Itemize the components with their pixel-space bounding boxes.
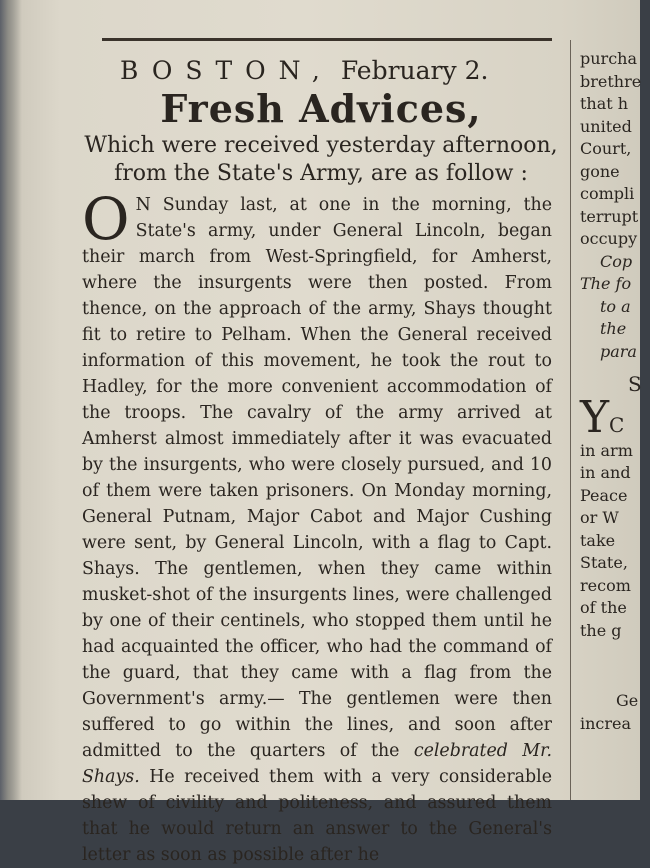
article-italic-text: celebrated Mr. Shays. bbox=[82, 741, 553, 787]
article-paragraph bbox=[82, 185, 553, 868]
article-text: N Sunday last, at one in the morning, the State's army, under General Lincoln, began their march from West-Springfield, for Amherst, where the insurgents were then posted. From thence, on the approach of the army, Shays thought fit to retire to Pelham. When the General received information of this movement, he took the rout to Hadley, for the more convenient accommodation of the troops. The cavalry of the army arrived at Amherst almost immediately after it was evacuated by the insurgents, who were closely pursued, and 10 of them were taken prisoners. On Monday morning, General Putnam, Major Cabot and Major Cushing were sent, by General Lincoln, with a flag to Capt. Shays. The gentlemen, when they came within musket-shot of the insurgents lines, were challenged by one of their centinels, who stopped them until he had acquainted the officer, who had the command of the guard, that they came with a flag from the Government's army.— The gentlemen were then suffered to go within the lines, and soon after admitted to the quarters of the bbox=[82, 195, 552, 761]
column-divider bbox=[570, 40, 571, 800]
adjacent-column-fragment bbox=[580, 48, 650, 800]
fragment-dropcap-row bbox=[580, 391, 650, 443]
fragment-line: recom bbox=[580, 575, 631, 595]
main-column bbox=[82, 38, 560, 865]
fragment-italic-line: para bbox=[600, 341, 637, 361]
subheadline-line-1: Which were received yesterday afternoon, bbox=[84, 133, 558, 158]
dateline bbox=[120, 56, 540, 85]
page-edge-shadow bbox=[0, 0, 22, 800]
dateline-city: BOSTON, bbox=[120, 56, 333, 85]
fragment-line: in and bbox=[580, 463, 631, 482]
fragment-line: terrupt bbox=[580, 206, 639, 226]
fragment-italic-line: the bbox=[600, 319, 627, 338]
fragment-line: that h bbox=[580, 94, 629, 113]
fragment-line: in arm bbox=[580, 440, 633, 460]
subheadline bbox=[82, 132, 560, 188]
fragment-line: Court, bbox=[580, 139, 632, 158]
fragment-line: of the bbox=[580, 598, 627, 617]
dateline-date: February 2. bbox=[340, 56, 489, 85]
fragment-line: Ge bbox=[616, 691, 639, 710]
fragment-line: occupy bbox=[580, 229, 638, 248]
fragment-italic-line: The fo bbox=[580, 274, 632, 293]
fragment-line: Peace bbox=[580, 485, 628, 505]
fragment-line: take bbox=[580, 530, 616, 550]
fragment-italic-line: to a bbox=[600, 296, 631, 316]
article-dropcap: O bbox=[82, 185, 130, 253]
fragment-line: the g bbox=[580, 620, 622, 640]
headline: Fresh Advices, bbox=[160, 86, 482, 131]
subheadline-line-2: from the State's Army, are as follow : bbox=[114, 161, 528, 186]
top-rule bbox=[102, 38, 552, 41]
fragment-line: increa bbox=[580, 713, 632, 733]
fragment-line: or W bbox=[580, 508, 619, 527]
fragment-line: united bbox=[580, 116, 632, 136]
fragment-dropcap: Y bbox=[580, 391, 610, 443]
fragment-line: purcha bbox=[580, 49, 637, 68]
fragment-line: State, bbox=[580, 553, 628, 572]
fragment-line: compli bbox=[580, 184, 635, 203]
fragment-dropcap-side: C bbox=[609, 412, 625, 437]
fragment-line: brethre bbox=[580, 71, 642, 91]
article-body bbox=[82, 185, 553, 868]
fragment-section-letter: S bbox=[628, 372, 642, 396]
fragment-italic-line: Cop bbox=[600, 251, 633, 271]
fragment-line: gone bbox=[580, 161, 620, 181]
article-text-continued: He received them with a very considerable shew of civility and politeness, and assured them that he would return an answer to the General's letter as soon as possible after he bbox=[82, 767, 553, 865]
